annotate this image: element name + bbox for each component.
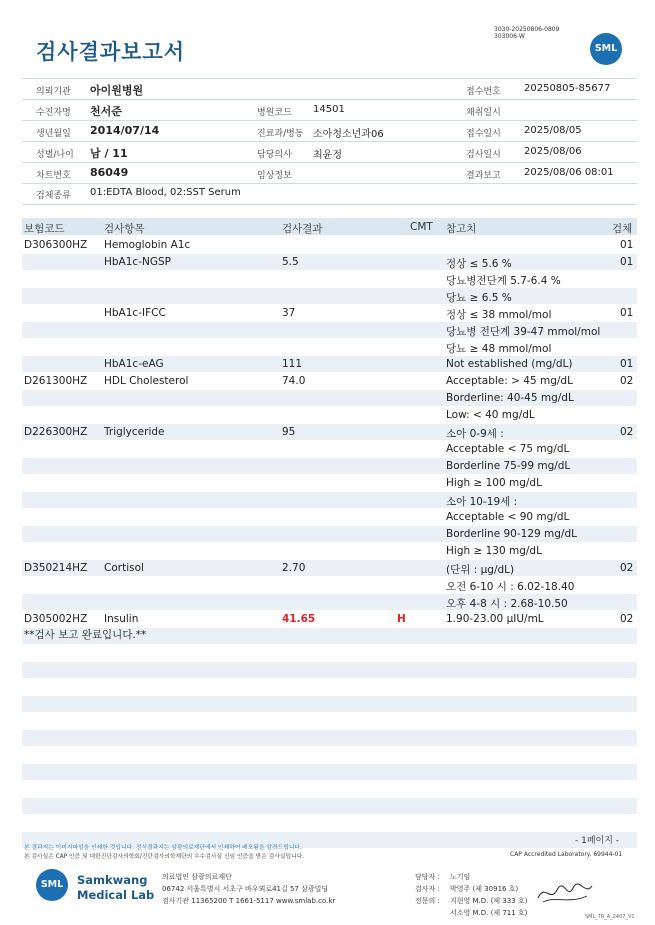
cell-ref: 오전 6-10 시 : 6.02-18.40 [446,581,575,593]
staff-name: 노기임 [450,873,471,881]
cell-item: Triglyceride [104,426,165,438]
cell-result: 74.0 [282,375,306,387]
doctor: 최윤정 [313,150,342,161]
cell-specimen: 01 [620,239,634,251]
sex-age-label: 성별/나이 [36,150,74,160]
cell-item: Cortisol [104,562,144,574]
hospital-code: 14501 [313,104,345,115]
org-contact: 검사기관 11365200 T 1661-5117 www.smlab.co.kr [162,897,336,905]
patient-name: 천서준 [90,105,122,118]
report-date-label: 결과보고 [466,171,501,181]
staff-name: 박영주 (제 30916 호) [450,885,519,893]
cell-result: 5.5 [282,256,299,268]
divider [22,99,637,100]
cell-specimen: 02 [620,375,634,387]
test-date-label: 검사일시 [466,150,501,160]
cell-result: 111 [282,358,303,370]
cell-item: Insulin [104,613,139,625]
staff-role: 검사자 : [415,885,440,893]
notice-cap: 본 검사실은 CAP 인증 및 대한진단검사의학회/진단검사의학재단의 우수검사실 신임 인증을 받은 검사실입니다. [24,854,305,860]
cell-ref: 소아 0-9세 : [446,428,504,440]
cell-ref: Borderline 75-99 mg/dL [446,460,571,472]
divider [22,120,637,121]
cell-code: D350214HZ [24,562,88,574]
requesting-org: 아이원병원 [90,84,144,97]
row-band [22,764,637,780]
cap-accreditation: CAP Accredited Laboratory. 69944-01 [510,851,623,858]
receipt-no: 20250805-85677 [524,83,611,94]
staff-role: 전문의 : [415,897,440,905]
doctor-label: 담당의사 [257,150,292,160]
cell-ref: Borderline: 40-45 mg/dL [446,392,574,404]
cell-ref: 소아 10-19세 : [446,496,518,508]
report-title: 검사결과보고서 [36,40,186,64]
end-note: **검사 보고 완료입니다.** [24,629,147,641]
cell-ref: Low: < 40 mg/dL [446,409,535,421]
form-code: SML_TR_A_2407_V1 [585,914,635,920]
divider [22,162,637,163]
test-date: 2025/08/06 [524,146,582,157]
specimen-label: 검체종류 [36,191,71,201]
cell-ref: High ≥ 130 mg/dL [446,545,542,557]
staff-role: 담당자 : [415,873,440,881]
cell-item: HbA1c-IFCC [104,307,166,319]
cell-result: 2.70 [282,562,306,574]
cell-item: Hemoglobin A1c [104,239,191,251]
divider [22,141,637,142]
patient-name-label: 수진자명 [36,108,71,118]
cell-ref: High ≥ 100 mg/dL [446,477,542,489]
cell-ref: 당뇨 ≥ 48 mmol/mol [446,343,552,355]
clinical-info-label: 임상정보 [257,171,292,181]
doc-code-1: 3030-20250806-0809 [494,26,560,33]
cell-specimen: 01 [620,256,634,268]
dept-label: 진료과/병동 [257,129,304,139]
cell-result: 95 [282,426,296,438]
cell-ref: Borderline 90-129 mg/dL [446,528,577,540]
cell-code: D226300HZ [24,426,88,438]
divider [22,183,637,184]
cell-ref: Acceptable: > 45 mg/dL [446,375,573,387]
doc-code-2: 303006-W [494,33,525,40]
cell-flag: H [397,613,406,625]
lab-name-line1: Samkwang [77,873,148,887]
cell-result: 37 [282,307,296,319]
cell-ref: Not established (mg/dL) [446,358,573,370]
notice-image-print: 본 결과지는 이미지파일을 인쇄한 것입니다. 정식결과지는 삼광의료재단에서 인쇄하여 배포됨을 알려드립니다. [24,845,302,851]
row-band [22,730,637,746]
lab-name-line2: Medical Lab [77,888,155,902]
cell-specimen: 02 [620,613,634,625]
cell-ref: 당뇨병전단계 5.7-6.4 % [446,275,561,287]
chart-no-label: 차트번호 [36,171,71,181]
col-header-ref: 참고치 [446,223,477,235]
birth: 2014/07/14 [90,124,160,137]
col-header-cmt: CMT [410,221,433,233]
signature-mark [535,878,595,908]
cell-item: HbA1c-NGSP [104,256,171,268]
col-header-code: 보험코드 [24,223,65,235]
sml-logo: SML [590,33,622,65]
col-header-item: 검사항목 [104,223,145,235]
col-header-result: 검사결과 [282,223,323,235]
specimen: 01:EDTA Blood, 02:SST Serum [90,187,241,198]
cell-item: HbA1c-eAG [104,358,164,370]
receipt-no-label: 접수번호 [466,87,501,97]
cell-specimen: 02 [620,562,634,574]
sml-footer-logo: SML [36,869,68,901]
birth-label: 생년월일 [36,129,71,139]
cell-specimen: 02 [620,426,634,438]
row-band [22,288,637,304]
cell-ref: Acceptable < 90 mg/dL [446,511,570,523]
row-band [22,696,637,712]
cell-ref: 당뇨병 전단계 39-47 mmol/mol [446,326,601,338]
cell-item: HDL Cholesterol [104,375,189,387]
collection-date-label: 채취일시 [466,108,501,118]
chart-no: 86049 [90,166,129,179]
cell-ref: 정상 ≤ 5.6 % [446,258,512,270]
org-address: 06742 서울특별시 서초구 바우뫼로41길 57 삼광빌딩 [162,885,329,893]
org-name: 의료법인 삼광의료재단 [162,873,232,881]
divider [22,204,637,205]
receipt-date: 2025/08/05 [524,125,582,136]
cell-result: 41.65 [282,613,316,625]
cell-code: D261300HZ [24,375,88,387]
row-band [22,798,637,814]
staff-name: 지현영 M.D. (제 333 호) [450,897,528,905]
cell-ref: 1.90-23.00 μIU/mL [446,613,544,625]
divider [22,78,637,79]
report-date: 2025/08/06 08:01 [524,167,614,178]
cell-ref: 당뇨 ≥ 6.5 % [446,292,512,304]
requesting-org-label: 의뢰기관 [36,87,71,97]
dept: 소아청소년과06 [313,129,384,140]
cell-ref: 오후 4-8 시 : 2.68-10.50 [446,598,568,610]
cell-specimen: 01 [620,307,634,319]
hospital-code-label: 병원코드 [257,108,292,118]
row-band [22,492,637,508]
cell-code: D306300HZ [24,239,88,251]
staff-name: 서소영 M.D. (제 711 호) [450,909,528,917]
cell-ref: Acceptable < 75 mg/dL [446,443,570,455]
page-number: - 1페이지 - [575,836,620,846]
cell-ref: (단위 : μg/dL) [446,564,515,576]
receipt-date-label: 접수일시 [466,129,501,139]
cell-ref: 정상 ≤ 38 mmol/mol [446,309,552,321]
cell-specimen: 01 [620,358,634,370]
col-header-specimen: 검체 [612,223,633,235]
sex-age: 남 / 11 [90,147,128,160]
cell-code: D305002HZ [24,613,88,625]
row-band [22,662,637,678]
